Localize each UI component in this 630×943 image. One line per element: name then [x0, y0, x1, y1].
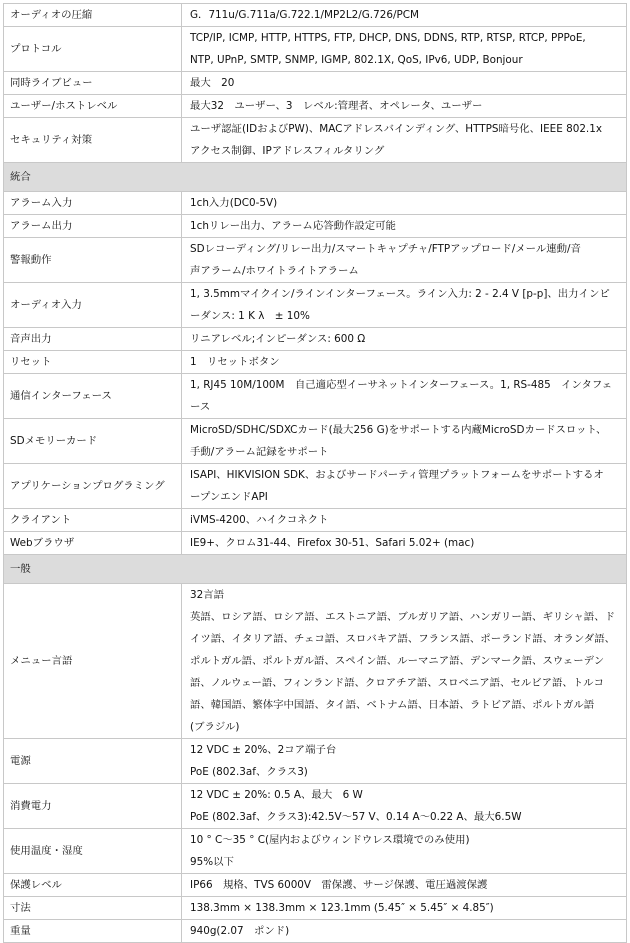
spec-value-line: 1chリレー出力、アラーム応答動作設定可能 [190, 220, 396, 232]
spec-value-line: 最大 20 [190, 77, 235, 89]
spec-value-line: 最大32 ユーザー、3 レベル:管理者、オペレータ、ユーザー [190, 100, 483, 112]
spec-row [4, 215, 627, 238]
spec-row [4, 118, 627, 163]
spec-label: 使用温度・湿度 [4, 829, 182, 874]
spec-value-line: 12 VDC ± 20%、2コア端子台 [190, 744, 337, 756]
spec-table [3, 3, 627, 943]
spec-label: オーディオ入力 [4, 283, 182, 328]
spec-row [4, 920, 627, 943]
spec-row [4, 874, 627, 897]
spec-value [182, 920, 627, 943]
spec-row [4, 95, 627, 118]
spec-value-line: 940g(2.07 ポンド) [190, 925, 290, 937]
spec-row [4, 532, 627, 555]
spec-value [182, 27, 627, 72]
spec-value-line: 1, 3.5mmマイクイン/ラインインターフェース。ライン入力: 2 - 2.4 V [p-p]、出力インピ [190, 288, 610, 300]
spec-label: 音声出力 [4, 328, 182, 351]
spec-label: 同時ライブビュー [4, 72, 182, 95]
spec-value-line: 95%以下 [190, 856, 234, 868]
spec-label: 重量 [4, 920, 182, 943]
spec-value-line: 語、ノルウェー語、フィンランド語、クロアチア語、スロベニア語、セルビア語、トルコ [190, 677, 604, 689]
spec-value [182, 739, 627, 784]
spec-value-line: 声アラーム/ホワイトライトアラーム [190, 265, 359, 277]
spec-row [4, 829, 627, 874]
spec-value [182, 95, 627, 118]
spec-value [182, 283, 627, 328]
spec-value-line: 英語、ロシア語、ロシア語、エストニア語、ブルガリア語、ハンガリー語、ギリシャ語、ド [190, 611, 615, 623]
section-title: 統合 [4, 163, 627, 192]
spec-value-line: 語、韓国語、繁体字中国語、タイ語、ベトナム語、日本語、ラトビア語、ポルトガル語 [190, 699, 595, 711]
spec-row [4, 351, 627, 374]
spec-row [4, 374, 627, 419]
spec-value-line: ープンエンドAPI [190, 491, 268, 503]
spec-label: ユーザー/ホストレベル [4, 95, 182, 118]
spec-value [182, 328, 627, 351]
spec-value-line: iVMS-4200、ハイクコネクト [190, 514, 329, 526]
spec-value-line: リニアレベル;インピーダンス: 600 Ω [190, 333, 366, 345]
spec-value [182, 584, 627, 739]
spec-row [4, 328, 627, 351]
spec-value-line: (ブラジル) [190, 721, 240, 733]
section-header [4, 555, 627, 584]
spec-value-line: G．711u/G.711a/G.722.1/MP2L2/G.726/PCM [190, 9, 419, 21]
spec-value-line: 138.3mm × 138.3mm × 123.1mm (5.45″ × 5.45″ × 4.85″) [190, 902, 494, 914]
spec-label: オーディオの圧縮 [4, 4, 182, 27]
spec-value-line: 1ch入力(DC0-5V) [190, 197, 278, 209]
spec-row [4, 27, 627, 72]
spec-row [4, 509, 627, 532]
spec-value-line: NTP, UPnP, SMTP, SNMP, IGMP, 802.1X, QoS, IPv6, UDP, Bonjour [190, 54, 523, 66]
spec-value-line: 10 ° C〜35 ° C(屋内およびウィンドウレス環境でのみ使用) [190, 834, 470, 846]
spec-value-line: イツ語、イタリア語、チェコ語、スロバキア語、フランス語、ポーランド語、オランダ語、 [190, 633, 615, 645]
spec-label: 警報動作 [4, 238, 182, 283]
spec-value-line: 1 リセットボタン [190, 356, 280, 368]
spec-value [182, 351, 627, 374]
section-header [4, 163, 627, 192]
spec-value [182, 509, 627, 532]
spec-label: SDメモリーカード [4, 419, 182, 464]
spec-value-line: 32言語 [190, 589, 225, 601]
spec-value-line: PoE (802.3af、クラス3):42.5V〜57 V、0.14 A〜0.22 A、最大6.5W [190, 811, 522, 823]
spec-value [182, 532, 627, 555]
spec-table-body [4, 4, 627, 943]
spec-row [4, 4, 627, 27]
spec-label: 保護レベル [4, 874, 182, 897]
spec-value [182, 4, 627, 27]
spec-label: リセット [4, 351, 182, 374]
spec-value [182, 829, 627, 874]
spec-value-line: ISAPI、HIKVISION SDK、およびサードパーティ管理プラットフォームをサポートするオ [190, 469, 604, 481]
spec-value-line: ース [190, 401, 211, 413]
spec-value [182, 118, 627, 163]
spec-label: Webブラウザ [4, 532, 182, 555]
spec-label: 寸法 [4, 897, 182, 920]
spec-label: セキュリティ対策 [4, 118, 182, 163]
spec-value-line: アクセス制御、IPアドレスフィルタリング [190, 145, 385, 157]
spec-value-line: ーダンス: 1 K λ ± 10% [190, 310, 310, 322]
spec-label: アラーム入力 [4, 192, 182, 215]
spec-value-line: ポルトガル語、ポルトガル語、スペイン語、ルーマニア語、デンマーク語、スウェーデン [190, 655, 605, 667]
spec-label: クライアント [4, 509, 182, 532]
spec-row [4, 192, 627, 215]
spec-value-line: MicroSD/SDHC/SDXCカード(最大256 G)をサポートする内蔵MicroSDカードスロット、 [190, 424, 607, 436]
spec-value [182, 72, 627, 95]
spec-value-line: 手動/アラーム記録をサポート [190, 446, 329, 458]
spec-label: 通信インターフェース [4, 374, 182, 419]
spec-value-line: IE9+、クロム31-44、Firefox 30-51、Safari 5.02+ (mac) [190, 537, 475, 549]
spec-value-line: IP66 規格、TVS 6000V 雷保護、サージ保護、電圧過渡保護 [190, 879, 488, 891]
spec-row [4, 72, 627, 95]
spec-row [4, 464, 627, 509]
spec-value-line: 1, RJ45 10M/100M 自己適応型イーサネットインターフェース。1, RS-485 インタフェ [190, 379, 613, 391]
spec-row [4, 584, 627, 739]
spec-label: アラーム出力 [4, 215, 182, 238]
section-title: 一般 [4, 555, 627, 584]
spec-row [4, 739, 627, 784]
spec-value [182, 897, 627, 920]
spec-row [4, 419, 627, 464]
spec-row [4, 238, 627, 283]
spec-value [182, 374, 627, 419]
spec-label: 電源 [4, 739, 182, 784]
spec-label: プロトコル [4, 27, 182, 72]
spec-label: アプリケーションプログラミング [4, 464, 182, 509]
spec-value [182, 419, 627, 464]
spec-value-line: SDレコーディング/リレー出力/スマートキャプチャ/FTPアップロード/メール連動/音 [190, 243, 581, 255]
spec-value [182, 874, 627, 897]
spec-value [182, 784, 627, 829]
spec-row [4, 784, 627, 829]
spec-label: メニュー言語 [4, 584, 182, 739]
spec-value [182, 215, 627, 238]
spec-label: 消費電力 [4, 784, 182, 829]
spec-value-line: PoE (802.3af、クラス3) [190, 766, 308, 778]
spec-value-line: TCP/IP, ICMP, HTTP, HTTPS, FTP, DHCP, DNS, DDNS, RTP, RTSP, RTCP, PPPoE, [190, 32, 586, 44]
spec-value [182, 464, 627, 509]
spec-value [182, 192, 627, 215]
spec-value-line: ユーザ認証(IDおよびPW)、MACアドレスバインディング、HTTPS暗号化、IEEE 802.1x [190, 123, 602, 135]
spec-value-line: 12 VDC ± 20%: 0.5 A、最大 6 W [190, 789, 363, 801]
spec-value [182, 238, 627, 283]
spec-row [4, 897, 627, 920]
spec-row [4, 283, 627, 328]
